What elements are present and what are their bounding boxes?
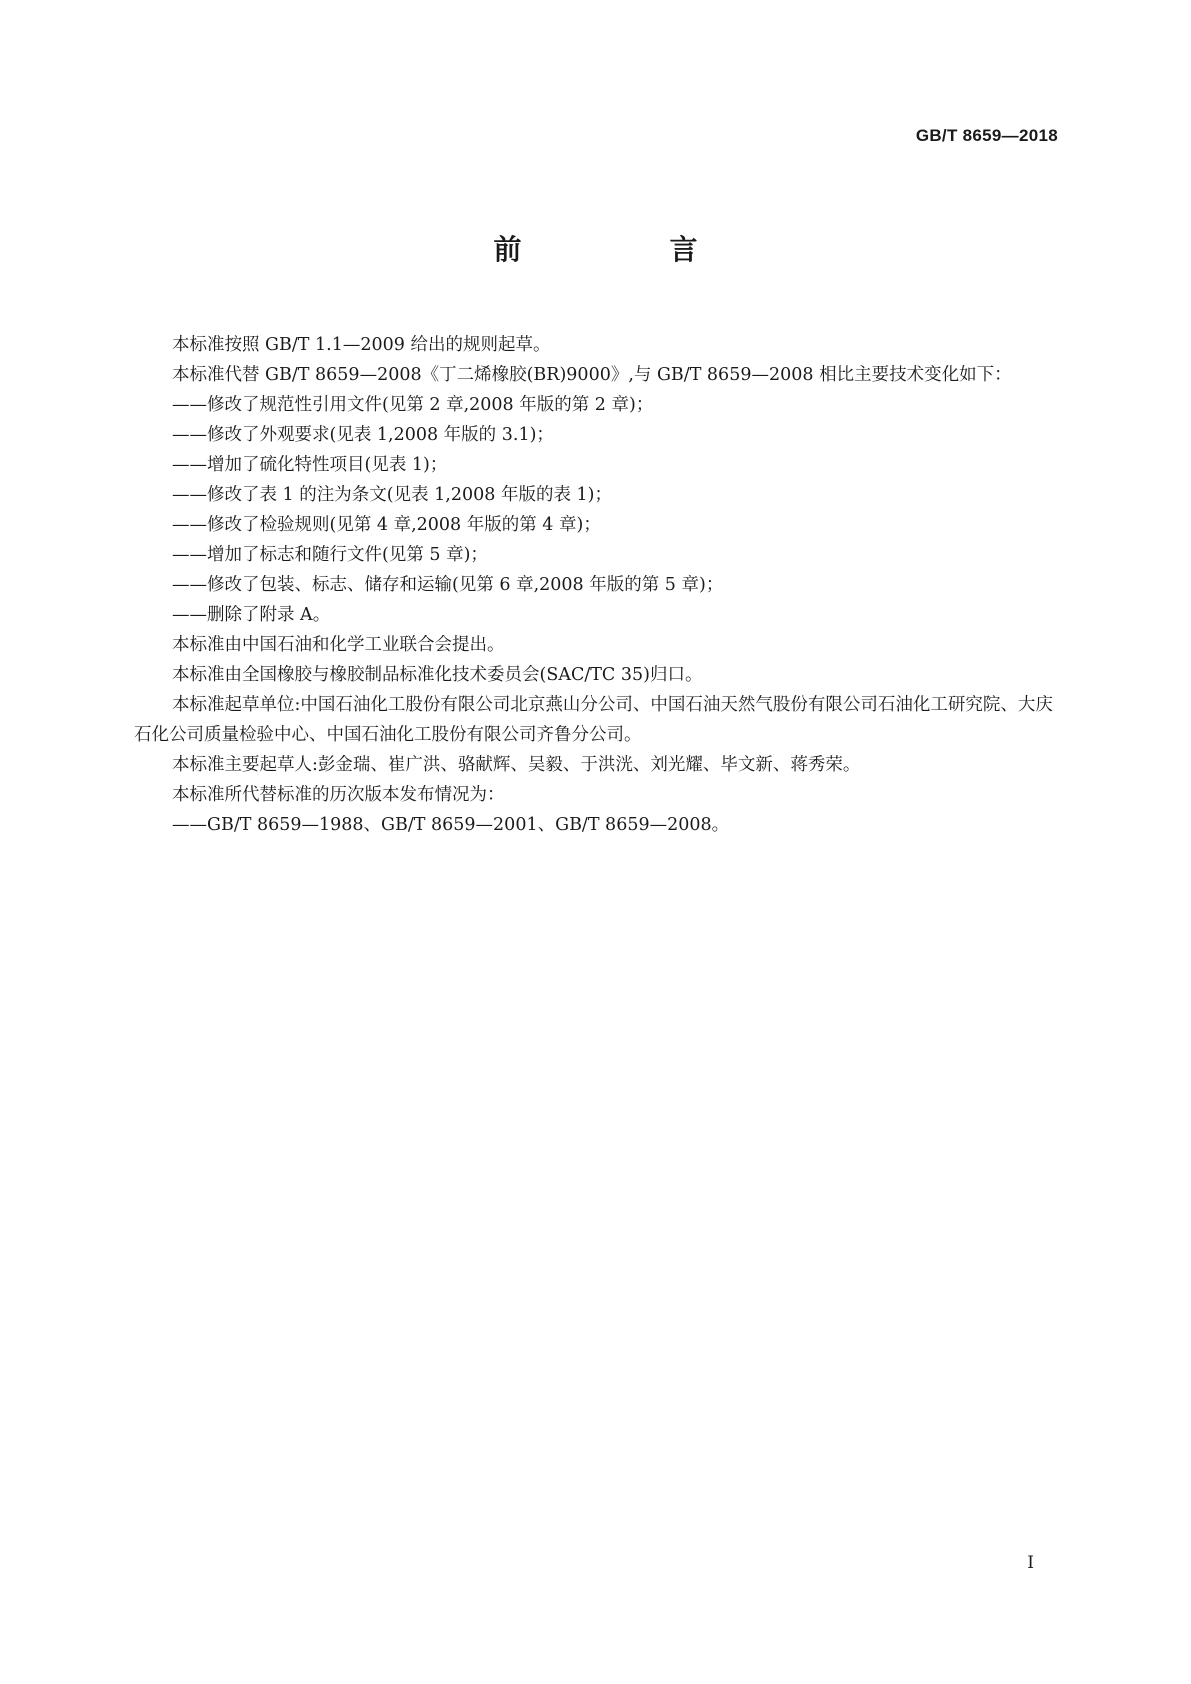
paragraph-committee: 本标准由全国橡胶与橡胶制品标准化技术委员会(SAC/TC 35)归口。 <box>172 665 703 685</box>
document-body <box>134 330 1066 840</box>
version-history-item: ——GB/T 8659—1988、GB/T 8659—2001、GB/T 8659—2008。 <box>172 815 730 835</box>
change-item: ——删除了附录 A。 <box>172 605 331 625</box>
change-item: ——修改了包装、标志、储存和运输(见第 6 章,2008 年版的第 5 章)； <box>172 575 724 595</box>
page-title: 前 言 <box>493 233 758 266</box>
paragraph-replacement: 本标准代替 GB/T 8659—2008《丁二烯橡胶(BR)9000》,与 GB/T 8659—2008 相比主要技术变化如下： <box>172 365 1012 385</box>
paragraph-proposer: 本标准由中国石油和化学工业联合会提出。 <box>172 635 505 655</box>
change-item: ——增加了标志和随行文件(见第 5 章)； <box>172 545 488 565</box>
standard-code: GB/T 8659—2018 <box>915 126 1058 145</box>
change-item: ——修改了规范性引用文件(见第 2 章,2008 年版的第 2 章)； <box>172 395 654 415</box>
change-item: ——修改了检验规则(见第 4 章,2008 年版的第 4 章)； <box>172 515 601 535</box>
change-item: ——修改了表 1 的注为条文(见表 1,2008 年版的表 1)； <box>172 485 612 505</box>
page-number: I <box>1027 1553 1034 1573</box>
paragraph-version-history: 本标准所代替标准的历次版本发布情况为： <box>172 785 505 805</box>
change-item: ——修改了外观要求(见表 1,2008 年版的 3.1)； <box>172 425 554 445</box>
change-item: ——增加了硫化特性项目(见表 1)； <box>172 455 448 475</box>
paragraph-drafting-units: 本标准起草单位:中国石油化工股份有限公司北京燕山分公司、中国石油天然气股份有限公司石油化工研究院、大庆石化公司质量检验中心、中国石油化工股份有限公司齐鲁分公司。 <box>134 695 1053 745</box>
paragraph-drafting-rules: 本标准按照 GB/T 1.1—2009 给出的规则起草。 <box>172 335 551 355</box>
paragraph-drafters: 本标准主要起草人:彭金瑞、崔广洪、骆献辉、吴毅、于洪洸、刘光耀、毕文新、蒋秀荣。 <box>172 755 861 775</box>
